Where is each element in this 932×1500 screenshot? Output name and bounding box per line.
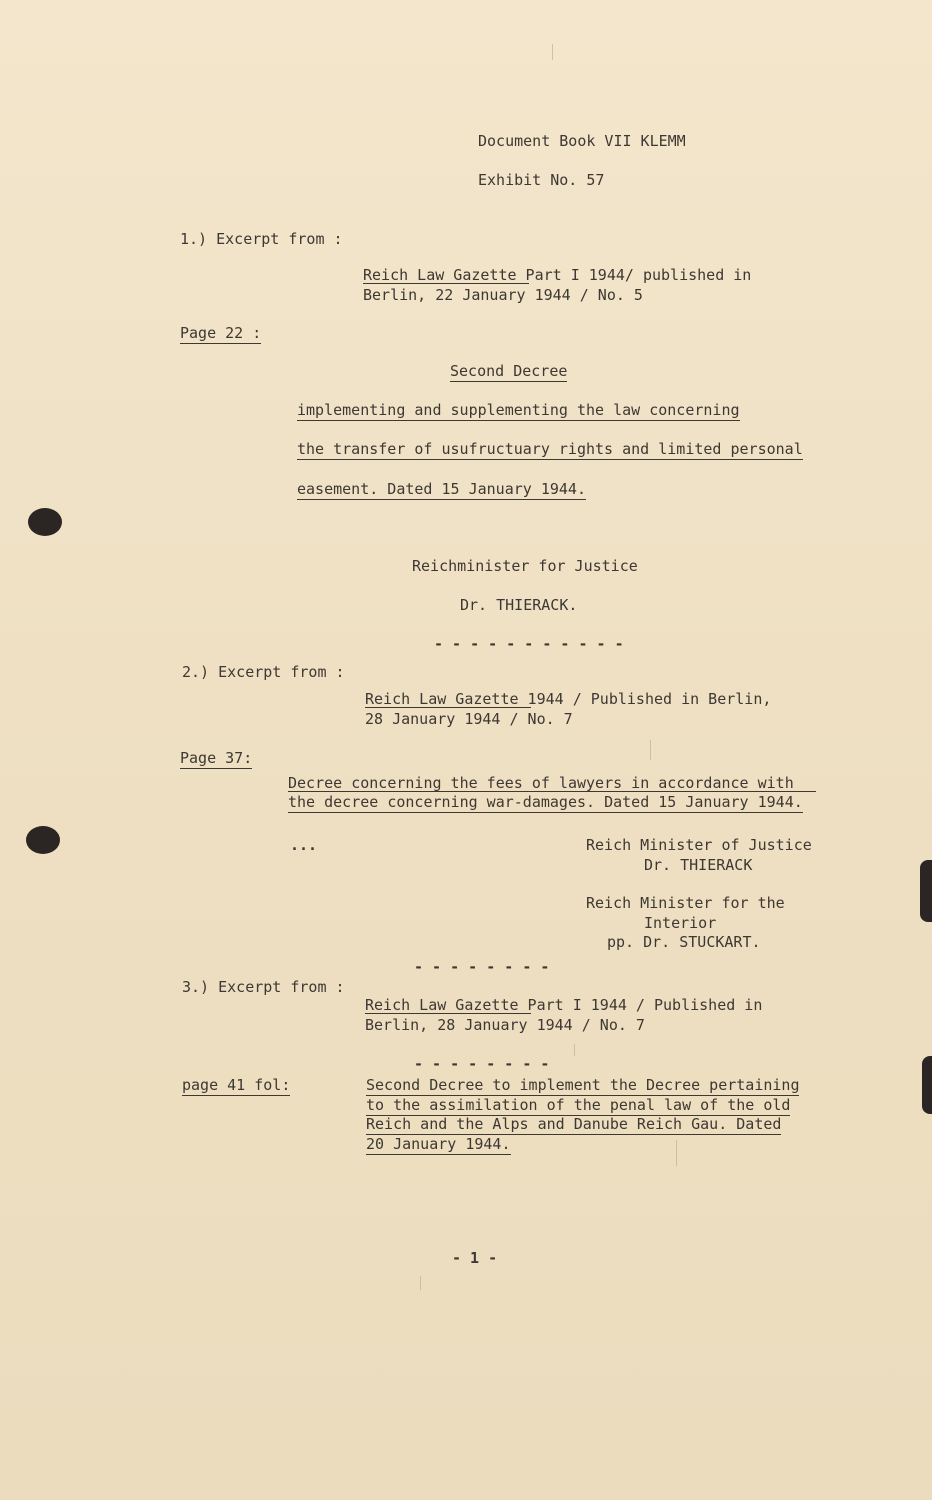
exhibit-number: Exhibit No. 57: [478, 171, 605, 189]
binding-edge-mark: [922, 1056, 932, 1114]
section3-page-ref: page 41 fol:: [182, 1076, 291, 1094]
page-number: - 1 -: [452, 1249, 498, 1267]
section2-heading: 2.) Excerpt from :: [182, 663, 345, 681]
paper-scratch: [650, 740, 651, 760]
section2-signer2-title: Reich Minister for the: [586, 894, 785, 912]
section1-desc-line3: easement. Dated 15 January 1944.: [297, 480, 586, 498]
section2-signer1-name: Dr. THIERACK: [644, 856, 753, 874]
section3-divider: - - - - - - - -: [414, 1055, 550, 1073]
section1-source-underline: [363, 283, 529, 284]
section3-source-line1: Reich Law Gazette Part I 1944 / Published in: [365, 996, 763, 1014]
binding-edge-mark: [920, 860, 932, 922]
punch-hole-bottom: [26, 826, 60, 854]
paper-scratch: [420, 1276, 421, 1290]
section3-source-line2: Berlin, 28 January 1944 / No. 7: [365, 1016, 645, 1034]
section3-desc-line1: Second Decree to implement the Decree pertaining: [366, 1076, 800, 1094]
punch-hole-top: [28, 508, 62, 536]
section1-heading: 1.) Excerpt from :: [180, 230, 343, 248]
section3-source-underline: [365, 1013, 531, 1014]
section1-page-ref: Page 22 :: [180, 324, 262, 342]
paper-scratch: [574, 1044, 575, 1056]
paper-scratch: [552, 44, 553, 60]
section1-divider: - - - - - - - - - - -: [434, 635, 624, 653]
section2-desc-line1: Decree concerning the fees of lawyers in accordance with: [288, 774, 794, 792]
section3-heading: 3.) Excerpt from :: [182, 978, 345, 996]
paper-scratch: [676, 1140, 677, 1166]
section2-ellipsis: ...: [290, 836, 318, 854]
section2-source-line1: Reich Law Gazette 1944 / Published in Berlin,: [365, 690, 772, 708]
section2-page-ref: Page 37:: [180, 749, 253, 767]
section2-source-line2: 28 January 1944 / No. 7: [365, 710, 573, 728]
section2-source-underline: [365, 707, 531, 708]
section1-source-line1: Reich Law Gazette Part I 1944/ published in: [363, 266, 752, 284]
section1-desc-line2: the transfer of usufructuary rights and limited personal: [297, 440, 803, 458]
section2-divider: - - - - - - - -: [414, 958, 550, 976]
section1-signer-title: Reichminister for Justice: [412, 557, 638, 575]
section3-desc-line4: 20 January 1944.: [366, 1135, 511, 1153]
section1-decree-title: Second Decree: [450, 362, 568, 380]
section1-source-line2: Berlin, 22 January 1944 / No. 5: [363, 286, 643, 304]
section2-signer2-name: pp. Dr. STUCKART.: [607, 933, 761, 951]
section2-desc-line2: the decree concerning war-damages. Dated 15 January 1944.: [288, 793, 803, 811]
section1-signer-name: Dr. THIERACK.: [460, 596, 578, 614]
section3-desc-line2: to the assimilation of the penal law of the old: [366, 1096, 791, 1114]
section3-desc-line3: Reich and the Alps and Danube Reich Gau. Dated: [366, 1115, 782, 1133]
document-book-title: Document Book VII KLEMM: [478, 132, 686, 150]
section1-desc-line1: implementing and supplementing the law concerning: [297, 401, 740, 419]
section2-signer1-title: Reich Minister of Justice: [586, 836, 812, 854]
section2-signer2-title2: Interior: [644, 914, 717, 932]
